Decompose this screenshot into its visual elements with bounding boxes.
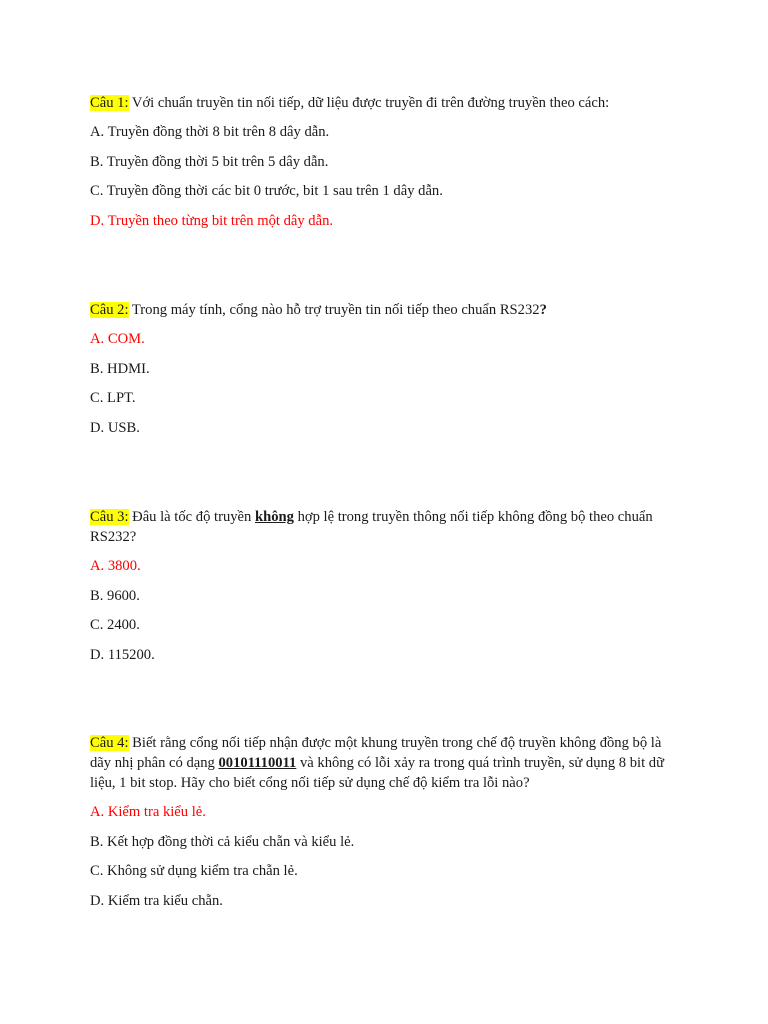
- question-2-option-d: D. USB.: [90, 419, 140, 436]
- question-3-emphasis: không: [254, 509, 294, 525]
- question-2-option-b: B. HDMI.: [90, 360, 150, 377]
- question-3-option-c: C. 2400.: [90, 617, 140, 633]
- question-1-option-c: C. Truyền đồng thời các bit 0 trước, bit 1 sau trên 1 dây dẫn.: [90, 183, 443, 199]
- question-1: [90, 93, 680, 240]
- question-4-text-before: Biết rằng cổng nối tiếp nhận được một khung truyền trong chế độ truyền không đồng bộ là dãy nhị phân có dạng: [90, 735, 662, 771]
- question-1-option-a: A. Truyền đồng thời 8 bit trên 8 dây dẫn.: [90, 124, 330, 140]
- question-4-text-after: và không có lỗi xảy ra trong quá trình truyền, sử dụng 8 bit dữ liệu, 1 bit stop. Hãy cho biết cổng nối tiếp sử dụng chế độ kiểm tra lỗi nào?: [90, 755, 664, 791]
- question-4-option-c: C. Không sử dụng kiểm tra chẵn lẻ.: [90, 863, 298, 879]
- question-3: [90, 507, 680, 674]
- question-2-text: Trong máy tính, cổng nào hỗ trợ truyền tin nối tiếp theo chuẩn RS232: [128, 302, 540, 318]
- question-4-label: Câu 4:: [90, 735, 129, 751]
- question-3-option-a: A. 3800.: [90, 558, 141, 574]
- question-4-emphasis: 00101110011: [218, 755, 297, 771]
- question-1-stem: [90, 93, 680, 113]
- question-2-label: Câu 2:: [90, 302, 129, 318]
- question-1-text: Với chuẩn truyền tin nối tiếp, dữ liệu được truyền đi trên đường truyền theo cách:: [128, 95, 610, 111]
- question-4: [90, 733, 680, 920]
- question-1-label: Câu 1:: [90, 95, 129, 111]
- question-4-option-b: B. Kết hợp đồng thời cả kiểu chẵn và kiểu lẻ.: [90, 833, 355, 850]
- question-3-text-after: hợp lệ trong truyền thông nối tiếp không đồng bộ theo chuẩn RS232?: [90, 509, 653, 545]
- question-3-text-before: Đâu là tốc độ truyền: [128, 509, 255, 525]
- question-2-option-a: A. COM.: [90, 331, 145, 347]
- question-4-option-a: A. Kiểm tra kiểu lẻ.: [90, 804, 206, 820]
- question-3-option-b: B. 9600.: [90, 587, 140, 604]
- question-2-text-end: ?: [539, 302, 547, 318]
- question-2-stem: [90, 300, 680, 320]
- question-4-option-d: D. Kiểm tra kiểu chẵn.: [90, 892, 223, 909]
- question-3-label: Câu 3:: [90, 509, 129, 525]
- question-1-option-d: D. Truyền theo từng bit trên một dây dẫn.: [90, 212, 334, 229]
- question-2-option-c: C. LPT.: [90, 390, 136, 406]
- question-4-stem: [90, 733, 680, 793]
- question-3-option-d: D. 115200.: [90, 646, 155, 663]
- question-1-option-b: B. Truyền đồng thời 5 bit trên 5 dây dẫn.: [90, 153, 329, 170]
- question-3-stem: [90, 507, 680, 547]
- question-2: [90, 300, 680, 447]
